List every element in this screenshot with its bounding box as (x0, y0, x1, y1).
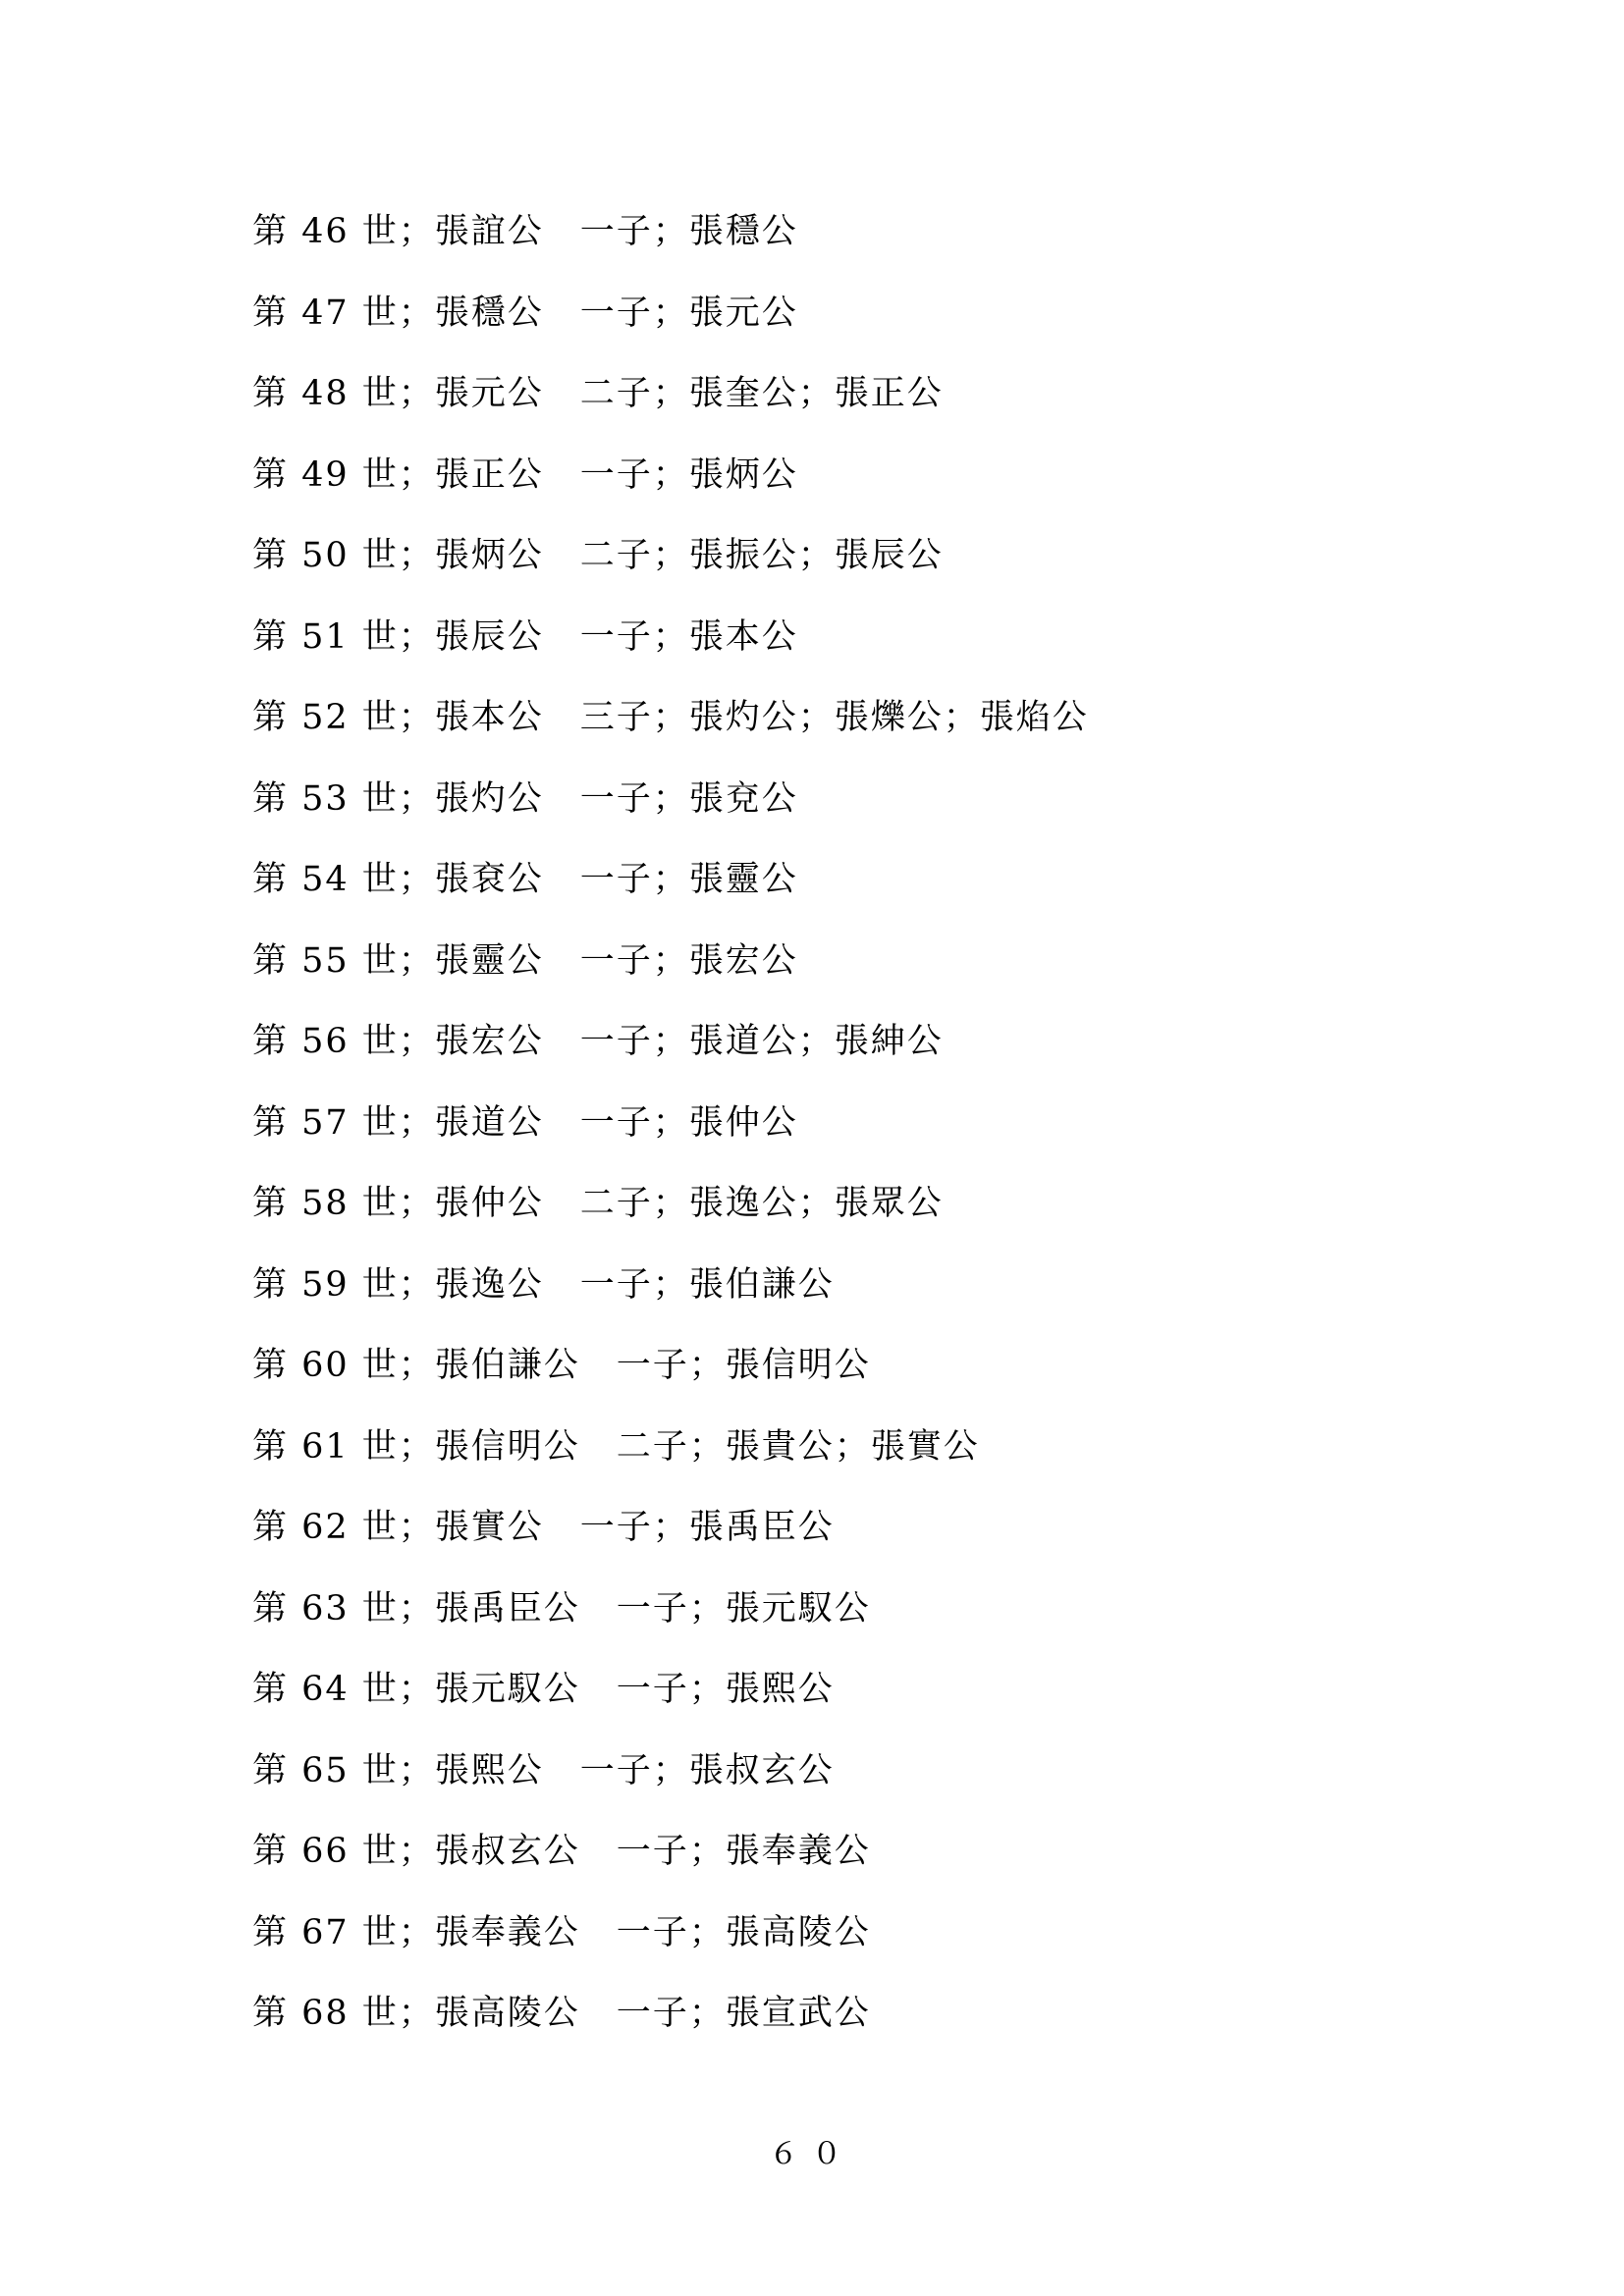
genealogy-line: 第 52 世；張本公 三子；張灼公；張爍公；張焰公 (252, 698, 1089, 737)
genealogy-list (252, 207, 1089, 2070)
genealogy-line: 第 63 世；張禹臣公 一子；張元馭公 (252, 1588, 871, 1629)
genealogy-line: 第 61 世；張信明公 二子；張貴公；張實公 (252, 1426, 980, 1467)
genealogy-line: 第 60 世；張伯謙公 一子；張信明公 (252, 1346, 871, 1385)
genealogy-line: 第 62 世；張實公 一子；張禹臣公 (252, 1508, 835, 1547)
genealogy-line: 第 58 世；張仲公 二子；張逸公；張眾公 (252, 1184, 944, 1223)
genealogy-line: 第 64 世；張元馭公 一子；張熙公 (252, 1670, 835, 1709)
genealogy-line: 第 48 世；張元公 二子；張奎公；張正公 (252, 374, 944, 413)
genealogy-line: 第 47 世；張穩公 一子；張元公 (252, 293, 798, 333)
genealogy-line: 第 55 世；張靈公 一子；張宏公 (252, 940, 798, 981)
genealogy-line: 第 57 世；張道公 一子；張仲公 (252, 1102, 798, 1143)
genealogy-line: 第 53 世；張灼公 一子；張兗公 (252, 778, 798, 819)
genealogy-line: 第 59 世；張逸公 一子；張伯謙公 (252, 1264, 835, 1305)
genealogy-line: 第 50 世；張炳公 二子；張振公；張辰公 (252, 536, 944, 575)
genealogy-line: 第 46 世；張誼公 一子；張穩公 (252, 212, 798, 251)
genealogy-line: 第 66 世；張叔玄公 一子；張奉義公 (252, 1832, 871, 1871)
page-number: ６０ (769, 2137, 855, 2171)
genealogy-line: 第 51 世；張辰公 一子；張本公 (252, 616, 798, 657)
genealogy-line: 第 65 世；張熙公 一子；張叔玄公 (252, 1750, 835, 1790)
genealogy-line: 第 56 世；張宏公 一子；張道公；張紳公 (252, 1022, 944, 1061)
genealogy-line: 第 67 世；張奉義公 一子；張高陵公 (252, 1912, 871, 1952)
genealogy-line: 第 68 世；張高陵公 一子；張宣武公 (252, 1994, 871, 2033)
genealogy-line: 第 54 世；張袞公 一子；張靈公 (252, 860, 798, 899)
genealogy-line: 第 49 世；張正公 一子；張炳公 (252, 454, 798, 495)
